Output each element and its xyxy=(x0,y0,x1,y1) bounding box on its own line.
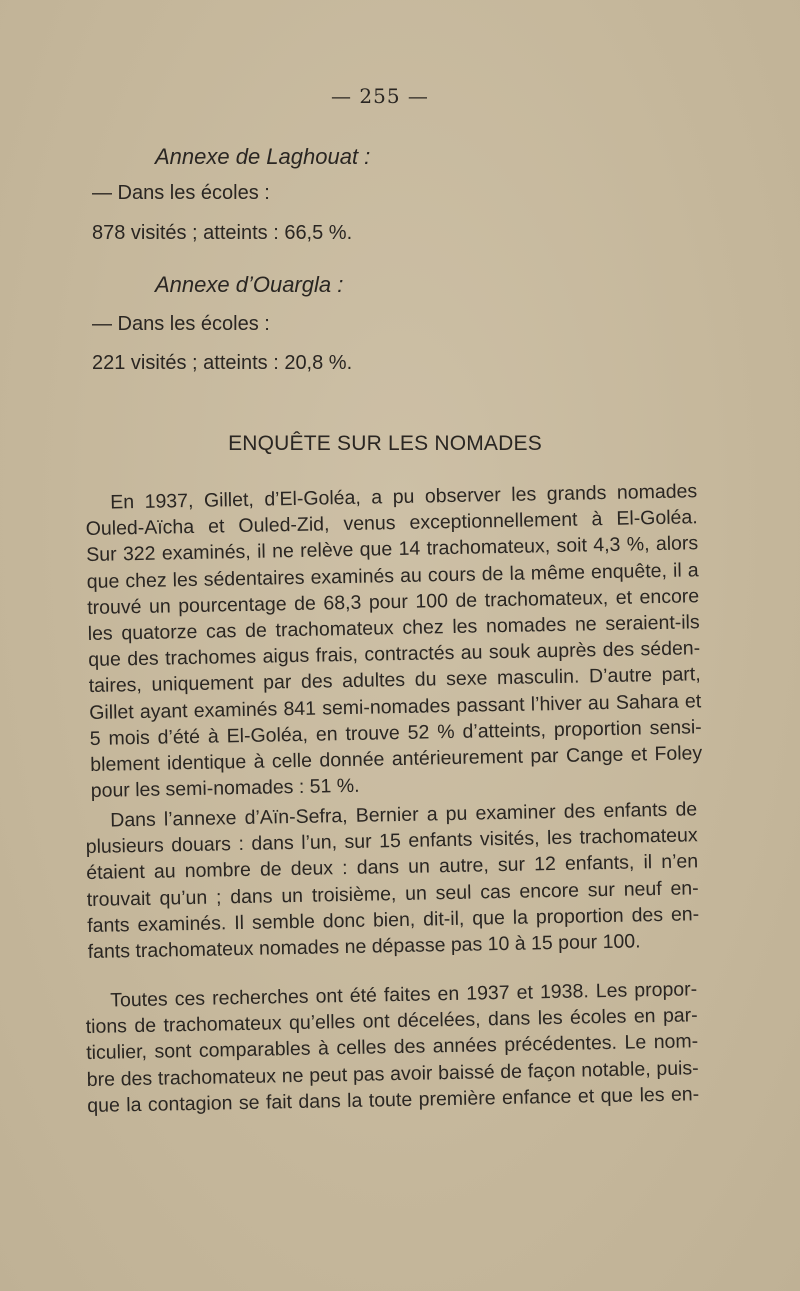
page-number: — 255 — xyxy=(331,84,429,108)
paragraph-line: fants examinés. Il semble donc bien, dit-il, que la proportion des en- xyxy=(87,903,700,937)
paragraph-line: ticulier, sont comparables à celles des années précédentes. Le nom- xyxy=(86,1030,699,1065)
paragraph-line: plusieurs douars : dans l’un, sur 15 enfants visités, les trachomateux xyxy=(85,824,698,859)
paragraph-line: Sur 322 examinés, il ne relève que 14 trachomateux, soit 4,3 %, alors xyxy=(86,532,699,567)
paragraph-line: que chez les sédentaires examinés au cours de la même enquête, il a xyxy=(86,558,699,593)
paragraph-line: fants trachomateux nomades ne dépasse pas 10 à 15 pour 100. xyxy=(87,930,641,963)
annex-result-laghouat: 878 visités ; atteints : 66,5 %. xyxy=(92,222,353,244)
paragraph-line: Gillet ayant examinés 841 semi-nomades passant l’hiver au Sahara et xyxy=(89,689,702,724)
section-heading: ENQUÊTE SUR LES NOMADES xyxy=(228,432,542,455)
paragraph-1 xyxy=(85,478,703,804)
annex-title-ouargla: Annexe d’Ouargla : xyxy=(155,272,344,297)
paragraph-line: En 1937, Gillet, d’El-Goléa, a pu observer les grands nomades xyxy=(110,480,698,514)
paragraph-line: que des trachomes aigus frais, contractés au souk auprès des séden- xyxy=(88,637,701,672)
paragraph-line: pour les semi-nomades : 51 %. xyxy=(90,775,360,803)
annex-subtitle-ouargla: — Dans les écoles : xyxy=(92,313,270,335)
paragraph-line: Dans l’annexe d’Aïn-Sefra, Bernier a pu examiner des enfants de xyxy=(110,798,698,832)
paragraph-2 xyxy=(85,796,700,965)
paragraph-line: que la contagion se fait dans la toute première enfance et que les en- xyxy=(87,1083,700,1117)
annex-subtitle-laghouat: — Dans les écoles : xyxy=(92,182,270,204)
annex-result-ouargla: 221 visités ; atteints : 20,8 %. xyxy=(92,352,353,374)
paragraph-line: trouvé un pourcentage de 68,3 pour 100 de trachomateux, et encore xyxy=(87,585,700,619)
paragraph-line: taires, uniquement par des adultes du sexe masculin. D’autre part, xyxy=(88,663,701,698)
paragraph-line: Ouled-Aïcha et Ouled-Zid, venus exceptionnellement à El-Goléa. xyxy=(85,506,698,541)
paragraph-line: blement identique à celle donnée antérieurement par Cange et Foley xyxy=(90,742,703,776)
paragraph-line: bre des trachomateux ne peut pas avoir baissé de façon notable, puis- xyxy=(86,1056,699,1091)
paragraph-line: tions de trachomateux qu’elles ont décelées, dans les écoles en par- xyxy=(85,1004,698,1039)
paragraph-line: trouvait qu’un ; dans un troisième, un seul cas encore sur neuf en- xyxy=(86,876,699,911)
annex-title-laghouat: Annexe de Laghouat : xyxy=(155,144,371,169)
paragraph-line: étaient au nombre de deux : dans un autre, sur 12 enfants, il n’en xyxy=(86,850,699,885)
paragraph-line: Toutes ces recherches ont été faites en 1937 et 1938. Les propor- xyxy=(110,978,698,1012)
paragraph-3 xyxy=(85,976,699,1119)
paragraph-line: les quatorze cas de trachomateux chez les nomades ne seraient-ils xyxy=(87,611,700,645)
paragraph-line: 5 mois d’été à El-Goléa, en trouve 52 % d’atteints, proportion sensi- xyxy=(89,716,702,750)
